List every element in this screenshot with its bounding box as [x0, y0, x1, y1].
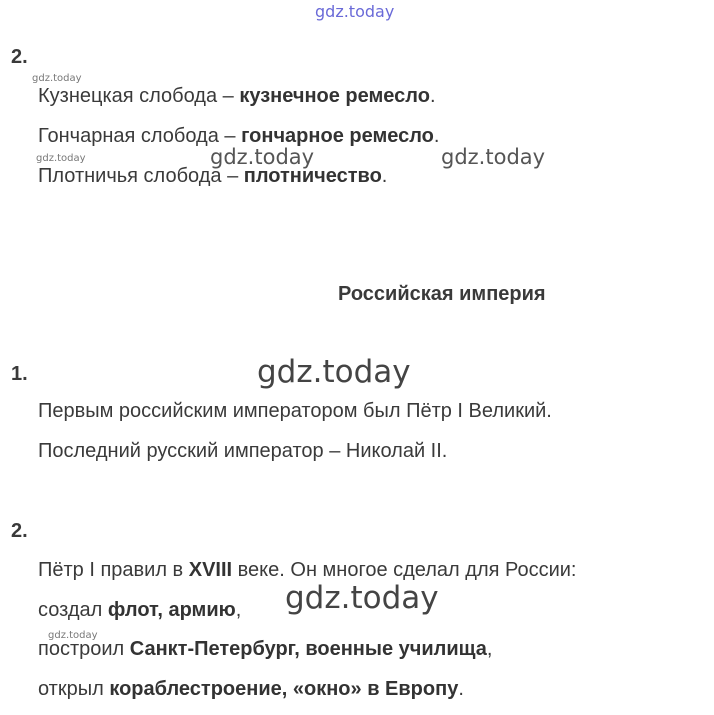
text-line: Плотничья слобода – плотничество.: [38, 165, 388, 187]
text-line: Пётр I правил в XVIII веке. Он многое сделал для России:: [38, 559, 577, 581]
text-line: Первым российским императором был Пётр I Великий.: [38, 400, 552, 422]
item-number: 1.: [11, 363, 28, 385]
watermark-large: gdz.today: [285, 580, 439, 616]
text-line: создал флот, армию,: [38, 599, 242, 621]
section-heading: Российская империя: [338, 283, 546, 305]
watermark-medium: gdz.today: [441, 145, 546, 169]
watermark-small: gdz.today: [36, 153, 86, 164]
watermark-top: gdz.today: [315, 2, 395, 21]
watermark-medium: gdz.today: [210, 145, 315, 169]
text-line: открыл кораблестроение, «окно» в Европу.: [38, 678, 464, 700]
text-line: построил Санкт-Петербург, военные училища,: [38, 638, 493, 660]
item-number: 2.: [11, 520, 28, 542]
item-number: 2.: [11, 46, 28, 68]
text-line: Гончарная слобода – гончарное ремесло.: [38, 125, 440, 147]
watermark-small: gdz.today: [32, 73, 82, 84]
text-line: Последний русский император – Николай II.: [38, 440, 448, 462]
text-line: Кузнецкая слобода – кузнечное ремесло.: [38, 85, 436, 107]
watermark-small: gdz.today: [48, 630, 98, 641]
watermark-large: gdz.today: [257, 354, 411, 390]
